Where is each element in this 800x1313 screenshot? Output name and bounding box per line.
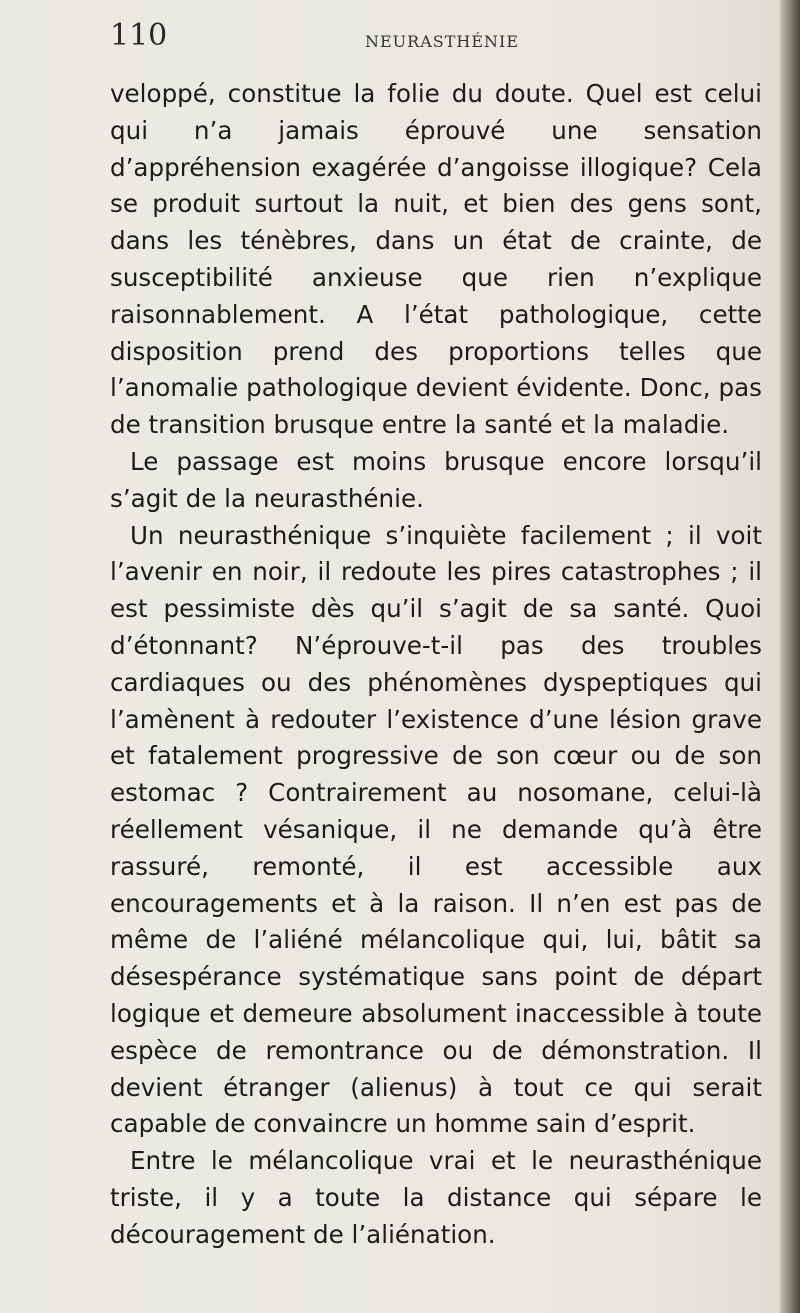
paragraph-4: Entre le mélancolique vrai et le neurasthénique triste, il y a toute la distance qui sépare le découragement de l’aliénation. xyxy=(110,1146,762,1249)
paragraph-1: veloppé, constitue la folie du doute. Quel est celui qui n’a jamais éprouvé une sensation d’appréhension exagérée d’angoisse illogique? Cela se produit surtout la nuit, et bien des gens sont, dans les ténèbres, dans un état de crainte, de susceptibilité anxieuse que rien n’explique raisonnablement. A l’état pathologique, cette disposition prend des proportions telles que l’anomalie pathologique devient évidente. Donc, pas de transition brusque entre la santé et la maladie. xyxy=(110,79,762,440)
running-head: NEURASTHÉNIE xyxy=(365,32,520,51)
page-edge-shadow xyxy=(780,0,800,1313)
paragraph-3: Un neurasthénique s’inquiète facilement ; il voit l’avenir en noir, il redoute les pires catastrophes ; il est pessimiste dès qu’il s’agit de sa santé. Quoi d’étonnant? N’éprouve-t-il pas des troubles cardiaques ou des phénomènes dyspeptiques qui l’amènent à redouter l’existence d’une lésion grave et fatalement progressive de son cœur ou de son estomac ? Contrairement au nosomane, celui-là réellement vésanique, il ne demande qu’à être rassuré, remonté, il est accessible aux encouragements et à la raison. Il n’en est pas de même de l’aliéné mélancolique qui, lui, bâtit sa désespérance systématique sans point de départ logique et demeure absolument inaccessible à toute espèce de remontrance ou de démonstration. Il devient étranger (alienus) à tout ce qui serait capable de convaincre un homme sain d’esprit. xyxy=(110,520,762,1139)
paragraph-2: Le passage est moins brusque encore lorsqu’il s’agit de la neurasthénie. xyxy=(110,446,762,513)
page-number: 110 xyxy=(110,18,168,53)
page-header xyxy=(110,18,770,58)
body-text xyxy=(110,76,762,1254)
